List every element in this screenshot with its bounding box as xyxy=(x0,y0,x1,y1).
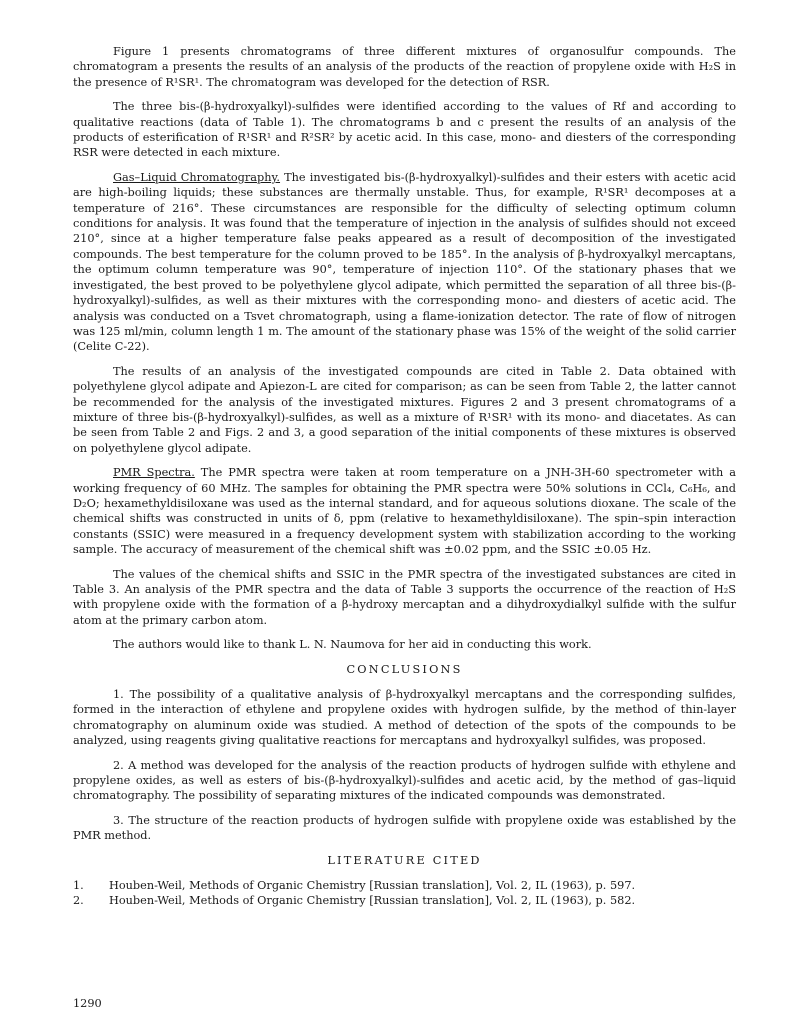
paragraph-table-2-results: The results of an analysis of the investigated compounds are cited in Table 2. Data obtained with polyethylene glycol adipate and Apiezon-L are cited for comparison; as can be seen from Table 2, the latter cannot be recommended for the analysis of the investigated mixtures. Figures 2 and 3 present chromatograms of a mixture of three bis-(β-hydroxyalkyl)-sulfides, as well as a mixture of R¹SR¹ with its mono- and diacetates. As can be seen from Table 2 and Figs. 2 and 3, a good separation of the initial components of these mixtures is observed on polyethylene glycol adipate. xyxy=(73,364,736,455)
section-lead-gas-liquid-chromatography: Gas–Liquid Chromatography. xyxy=(113,170,281,184)
conclusion-item: 2. A method was developed for the analysis of the reaction products of hydrogen sulfide with ethylene and propylene oxides, as well as esters of bis-(β-hydroxyalkyl)-sulfides and acetic acid, by the method of gas–liquid chromatography. The possibility of separating mixtures of the indicated compounds was demonstrated. xyxy=(73,758,736,803)
paragraph-acknowledgment: The authors would like to thank L. N. Naumova for her aid in conducting this work. xyxy=(113,638,592,652)
reference-item xyxy=(73,878,736,893)
paragraph-pmr-text: The PMR spectra were taken at room temperature on a JNH-3H-60 spectrometer with a working frequency of 60 MHz. The samples for obtaining the PMR spectra were 50% solutions in CCl₄, C₆H₆, and D₂O; hexamethyldisiloxane was used as the internal standard, and for aqueous solutions dioxane. The scale of the chemical shifts was constructed in units of δ, ppm (relative to hexamethyldisiloxane). The spin–spin interaction constants (SSIC) were measured in a frequency development system with stabilization according to the working sample. The accuracy of measurement of the chemical shift was ±0.02 ppm, and the SSIC ±0.05 Hz. xyxy=(73,466,736,557)
reference-number: 2. xyxy=(73,894,84,908)
paragraph-table-3: The values of the chemical shifts and SSIC in the PMR spectra of the investigated substances are cited in Table 3. An analysis of the PMR spectra and the data of Table 3 supports the occurrence of the reaction of H₂S with propylene oxide with the formation of a β-hydroxy mercaptan and a dihydroxydialkyl sulfide with the sulfur atom at the primary carbon atom. xyxy=(73,567,736,627)
paragraph-identification: The three bis-(β-hydroxyalkyl)-sulfides were identified according to the values of Rf and according to qualitative reactions (data of Table 1). The chromatograms b and c present the results of an analysis of the products of esterification of R¹SR¹ and R²SR² by acetic acid. In this case, mono- and diesters of the corresponding RSR were detected in each mixture. xyxy=(73,100,736,160)
literature-cited-heading: LITERATURE CITED xyxy=(327,853,482,867)
paragraph-pmr xyxy=(73,465,736,557)
conclusion-item: 1. The possibility of a qualitative analysis of β-hydroxyalkyl mercaptans and the corresponding sulfides, formed in the interaction of ethylene and propylene oxides with hydrogen sulfide, by the method of thin-layer chromatography on aluminum oxide was studied. A method of detection of the spots of the compounds to be analyzed, using reagents giving qualitative reactions for mercaptans and hydroxyalkyl sulfides, was proposed. xyxy=(73,688,736,748)
section-lead-pmr-spectra: PMR Spectra. xyxy=(113,466,195,480)
conclusions-heading: CONCLUSIONS xyxy=(346,662,463,676)
paragraph-gas-liquid xyxy=(73,170,736,355)
reference-number: 1. xyxy=(73,879,84,893)
conclusion-item: 3. The structure of the reaction products of hydrogen sulfide with propylene oxide was established by the PMR method. xyxy=(73,813,736,843)
reference-text: Houben-Weil, Methods of Organic Chemistry [Russian translation], Vol. 2, IL (1963), p. 582. xyxy=(109,894,636,908)
paragraph-gas-liquid-text: The investigated bis-(β-hydroxyalkyl)-sulfides and their esters with acetic acid are high-boiling liquids; these substances are thermally unstable. Thus, for example, R¹SR¹ decomposes at a temperature of 216°. These circumstances are responsible for the difficulty of selecting optimum column conditions for analysis. It was found that the temperature of injection in the analysis of sulfides should not exceed 210°, since at a higher temperature false peaks appeared as a result of decomposition of the investigated compounds. The best temperature for the column proved to be 185°. In the analysis of β-hydroxyalkyl mercaptans, the optimum column temperature was 90°, temperature of injection 110°. Of the stationary phases that we investigated, the best proved to be polyethylene glycol adipate, which permitted the separation of all three bis-(β-hydroxyalkyl)-sulfides, as well as their mixtures with the corresponding mono- and diesters of acetic acid. The analysis was conducted on a Tsvet chromatograph, using a flame-ionization detector. The rate of flow of nitrogen was 125 ml/min, column length 1 m. The amount of the stationary phase was 15% of the weight of the solid carrier (Celite C-22). xyxy=(73,170,736,354)
reference-text: Houben-Weil, Methods of Organic Chemistry [Russian translation], Vol. 2, IL (1963), p. 597. xyxy=(109,879,636,893)
reference-list xyxy=(73,878,736,908)
reference-item xyxy=(73,893,736,908)
paragraph-figure-1: Figure 1 presents chromatograms of three different mixtures of organosulfur compounds. The chromatogram a presents the results of an analysis of the products of the reaction of propylene oxide with H₂S in the presence of R¹SR¹. The chromatogram was developed for the detection of RSR. xyxy=(73,45,736,89)
text-column xyxy=(73,44,736,908)
page-number: 1290 xyxy=(73,997,102,1010)
